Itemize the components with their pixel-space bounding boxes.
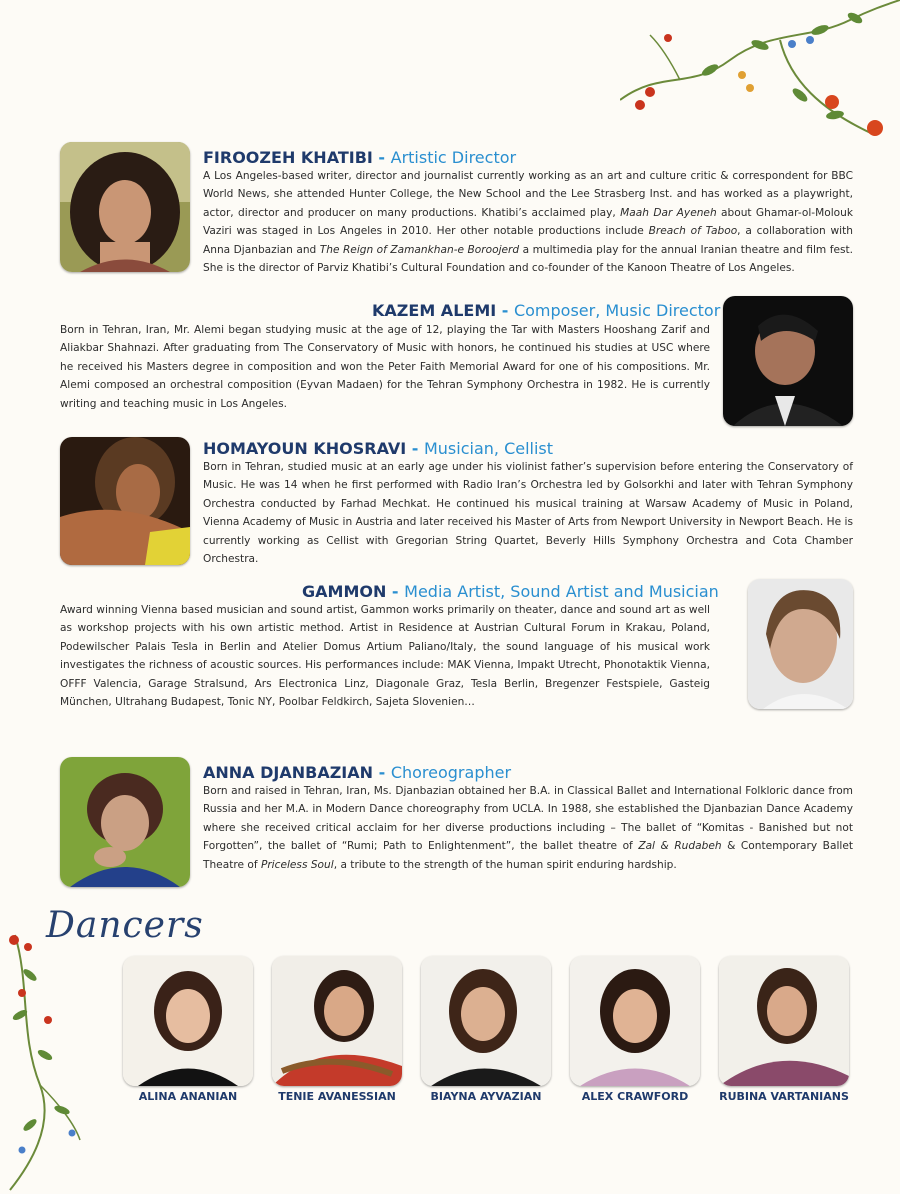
bio-name: HOMAYOUN KHOSRAVI — [203, 439, 407, 458]
bio-text — [60, 601, 710, 711]
bio-paragraph — [60, 321, 710, 413]
text-run: & Contemporary Ballet Theatre of — [203, 840, 854, 871]
bio-role: Musician, Cellist — [423, 439, 554, 458]
italic-title: Breach of Taboo — [648, 225, 738, 238]
dancer-name: ALINA ANANIAN — [138, 1090, 238, 1103]
bio-separator: - — [406, 439, 424, 458]
dancer-photo — [272, 956, 402, 1086]
bio-name: FIROOZEH KHATIBI — [203, 148, 373, 167]
bio-name: GAMMON — [302, 582, 387, 601]
bio-paragraph — [203, 167, 853, 277]
portrait-image — [723, 296, 853, 426]
bio-separator: - — [496, 301, 514, 320]
bio-text — [60, 321, 710, 413]
italic-title: Priceless Soul — [260, 858, 334, 871]
portrait-photo — [748, 579, 853, 709]
portrait-image — [60, 142, 190, 272]
dancer-name: TENIE AVANESSIAN — [278, 1090, 396, 1103]
text-run: Born in Tehran, studied music at an early age under his violinist father’s supervision before entering the Conservatory of Music. He was 14 when he first performed with Radio Iran’s Orchestra led by Golsorkhi and later with Tehran Symphony Orchestra conducted by Farhad Mechkat. He continued his musical training at Warsaw Academy of Music in Poland, Vienna Academy of Music in Austria and later received his Master of Arts from Newport University in Newport Beach. He is currently working as Cellist with Gregorian String Quartet, Beverly Hills Symphony Orchestra and Cota Chamber Orchestra. — [203, 461, 853, 566]
floral-vine-top-right — [620, 0, 900, 160]
bio-heading — [203, 439, 553, 458]
bio-heading — [203, 763, 511, 782]
bio-heading — [302, 582, 719, 601]
bio-name: KAZEM ALEMI — [372, 301, 497, 320]
text-run: Born and raised in Tehran, Iran, Ms. Djanbazian obtained her B.A. in Classical Ballet and International Folkloric dance from Russia and her M.A. in Modern Dance choreography from UCLA. In 1988, she established the Djanbazian Dance Academy where she received critical acclaim for her diverse productions including – The ballet of “Komitas - Banished but not Forgotten”, the ballet of “Rumi; Path to Enlightenment”, the ballet theatre of — [203, 785, 853, 853]
bio-text — [203, 458, 853, 568]
bio-paragraph — [60, 601, 710, 711]
dancer-image — [719, 956, 849, 1086]
portrait-photo — [60, 757, 190, 887]
floral-vine-bottom-left — [0, 925, 90, 1194]
bio-role: Artistic Director — [390, 148, 517, 167]
dancer-photo — [123, 956, 253, 1086]
text-run: , a tribute to the strength of the human spirit enduring hardship. — [333, 858, 677, 871]
dancer-image — [123, 956, 253, 1086]
bio-role: Choreographer — [390, 763, 512, 782]
bio-paragraph — [203, 782, 853, 874]
bio-name: ANNA DJANBAZIAN — [203, 763, 374, 782]
bio-paragraph — [203, 458, 853, 568]
dancer-name: RUBINA VARTANIANS — [719, 1090, 849, 1103]
portrait-image — [60, 757, 190, 887]
portrait-image — [748, 579, 853, 709]
text-run: about Ghamar-ol-Molouk Vaziri was staged in Los Angeles in 2010. Her other notable productions include — [203, 206, 854, 238]
bio-role: Composer, Music Director — [513, 301, 721, 320]
italic-title: The Reign of Zamankhan-e Boroojerd — [319, 243, 520, 256]
bio-heading — [203, 148, 516, 167]
dancer-image — [272, 956, 402, 1086]
dancer-image — [570, 956, 700, 1086]
bio-text — [203, 782, 853, 874]
bio-text — [203, 167, 853, 277]
dancer-name: BIAYNA AYVAZIAN — [430, 1090, 542, 1103]
text-run: Award winning Vienna based musician and sound artist, Gammon works primarily on theater, dance and sound art as well as workshop projects with his own artistic method. Artist in Residence at Austrian Cultural Forum in Krakau, Poland, Podewilscher Palais Tesla in Berlin and Atelier Domus Artium Paliano/Italy, the sound language of his musical work investigates the richness of acoustic sources. His performances include: MAK Vienna, Impakt Utrecht, Phonotaktik Vienna, OFFF Valencia, Garage Stralsund, Ars Electronica Linz, Diagonale Graz, Tesla Berlin, Bregenzer Festspiele, Gasteig München, Ultrahang Budapest, Tonic NY, Poolbar Feldkirch, Sajeta Slovenien… — [60, 604, 710, 709]
bio-separator: - — [372, 148, 391, 167]
portrait-photo — [723, 296, 853, 426]
dancer-photo — [421, 956, 551, 1086]
text-run: a multimedia play for the annual Iranian theatre and film fest. She is the director of Parviz Khatibi’s Cultural Foundation and co-founder of the Kanoon Theatre of Los Angeles. — [203, 243, 854, 275]
bio-role: Media Artist, Sound Artist and Musician — [404, 582, 719, 601]
italic-title: Zal & Rudabeh — [638, 840, 722, 853]
text-run: A Los Angeles-based writer, director and journalist currently working as an art and culture critic & correspondent for BBC World News, she attended Hunter College, the New School and the Lee Strasberg Inst. and has worked as a playwright, actor, director and producer on many productions. Khatibi’s acclaimed play, — [203, 170, 853, 219]
portrait-photo — [60, 142, 190, 272]
portrait-photo — [60, 437, 190, 565]
portrait-image — [60, 437, 190, 565]
text-run: Born in Tehran, Iran, Mr. Alemi began studying music at the age of 12, playing the Tar with Masters Hooshang Zarif and Aliakbar Shahnazi. After graduating from The Conservatory of Music with honors, he continued his studies at USC where he received his Masters degree in composition and won the Peter Faith Memorial Award for one of his compositions. Mr. Alemi composed an orchestral composition (Eyvan Madaen) for the Tehran Symphony Orchestra in 1982. He is currently writing and teaching music in Los Angeles. — [60, 324, 710, 410]
text-run: , a collaboration with Anna Djanbazian and — [203, 225, 853, 256]
bio-heading — [372, 301, 720, 320]
bio-separator: - — [373, 763, 391, 782]
dancer-photo — [570, 956, 700, 1086]
dancers-heading: Dancers — [46, 905, 204, 946]
dancer-name: ALEX CRAWFORD — [581, 1090, 689, 1103]
dancer-image — [421, 956, 551, 1086]
italic-title: Maah Dar Ayeneh — [620, 206, 717, 219]
dancer-photo — [719, 956, 849, 1086]
bio-separator: - — [386, 582, 405, 601]
